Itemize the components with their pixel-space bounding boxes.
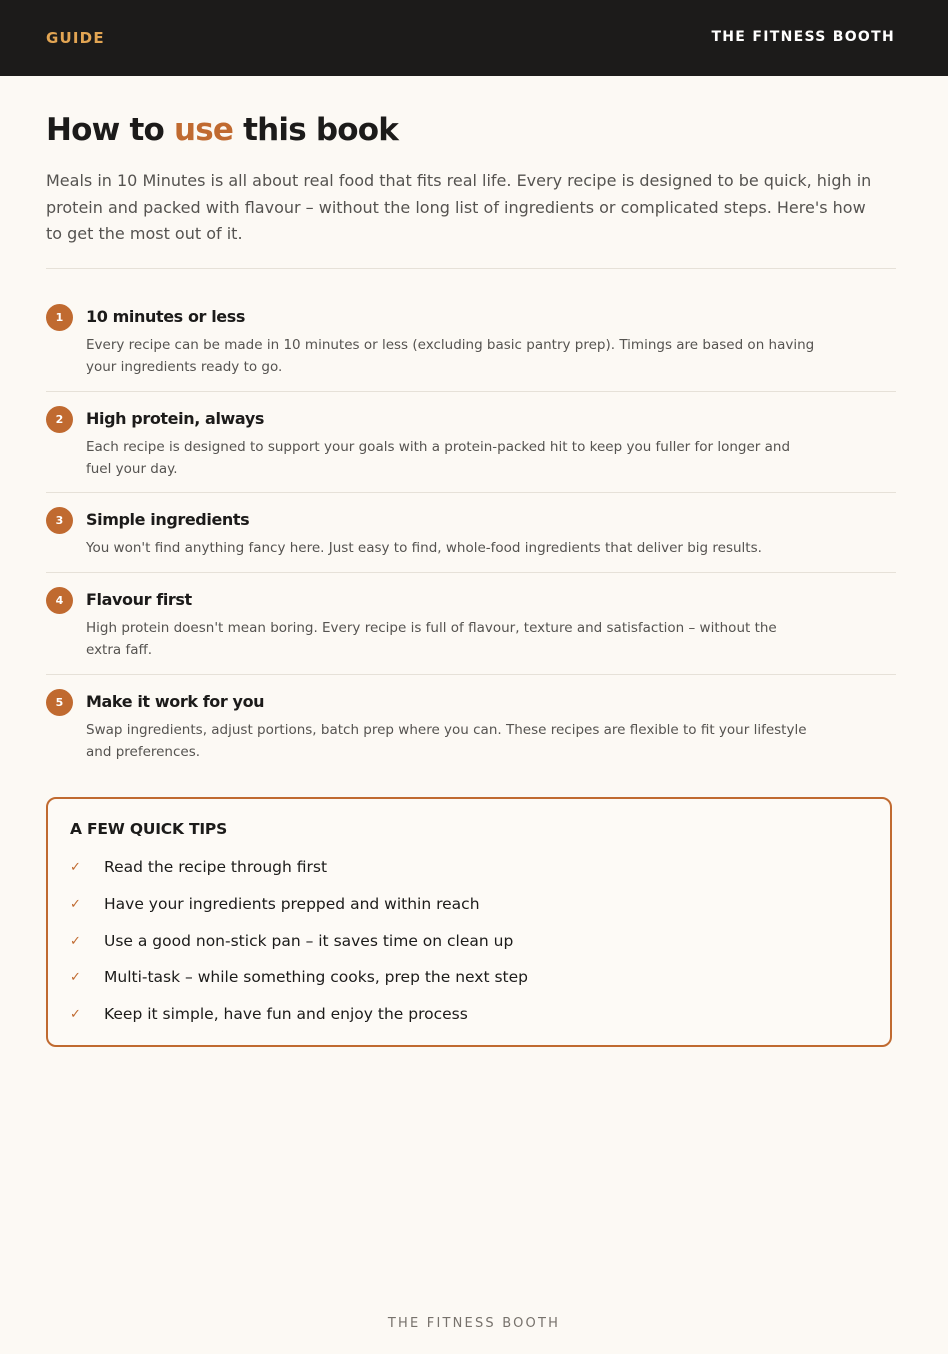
item-title: Simple ingredients [86, 510, 250, 529]
divider [46, 572, 896, 573]
check-icon: ✓ [70, 897, 81, 912]
check-icon: ✓ [70, 970, 81, 985]
title-accent-word: use [173, 112, 234, 148]
tip-text: Keep it simple, have fun and enjoy the process [104, 1005, 468, 1023]
tip-text: Multi-task – while something cooks, prep the next step [104, 968, 529, 986]
item-title: High protein, always [86, 409, 264, 428]
item-description: High protein doesn't mean boring. Every recipe is full of flavour, texture and satisfaction – without the extra faff. [86, 620, 777, 658]
divider [46, 674, 896, 675]
item-description: Every recipe can be made in 10 minutes or less (excluding basic pantry prep). Timings are based on having your ingredients ready to go. [86, 337, 815, 375]
page-title [46, 112, 398, 148]
intro-paragraph: Meals in 10 Minutes is all about real food that fits real life. Every recipe is designed to be quick, high in protein and packed with flavour – without the long list of ingredients or complicated steps. Here's how to get the most out of it. [46, 171, 872, 243]
item-title: 10 minutes or less [86, 307, 246, 326]
title-part-1: How to [46, 112, 174, 148]
item-number-badge: 5 [46, 689, 73, 716]
check-icon: ✓ [70, 934, 81, 949]
divider [46, 391, 896, 392]
footer-brand: THE FITNESS BOOTH [387, 1316, 561, 1331]
item-number-badge: 4 [46, 587, 73, 614]
brand-name: THE FITNESS BOOTH [711, 29, 895, 45]
item-number-badge: 2 [46, 406, 73, 433]
item-number-badge: 3 [46, 507, 73, 534]
check-icon: ✓ [70, 860, 81, 875]
title-part-2: this book [233, 112, 399, 148]
divider [46, 492, 896, 493]
item-description: You won't find anything fancy here. Just easy to find, whole-food ingredients that deliver big results. [86, 540, 762, 556]
item-title: Flavour first [86, 590, 192, 609]
section-label: GUIDE [46, 29, 105, 47]
item-title: Make it work for you [86, 692, 265, 711]
tip-text: Read the recipe through first [104, 858, 328, 876]
check-icon: ✓ [70, 1007, 81, 1022]
tip-text: Have your ingredients prepped and within reach [104, 895, 480, 913]
item-description: Swap ingredients, adjust portions, batch prep where you can. These recipes are flexible to fit your lifestyle and preferences. [86, 722, 807, 760]
quick-tips-box [46, 797, 892, 1047]
tip-text: Use a good non-stick pan – it saves time on clean up [104, 932, 514, 950]
divider [46, 268, 896, 269]
quick-tips-heading: A FEW QUICK TIPS [70, 820, 228, 838]
item-number-badge: 1 [46, 304, 73, 331]
top-header-bar [0, 0, 948, 76]
item-description: Each recipe is designed to support your goals with a protein-packed hit to keep you fuller for longer and fuel your day. [86, 439, 791, 477]
